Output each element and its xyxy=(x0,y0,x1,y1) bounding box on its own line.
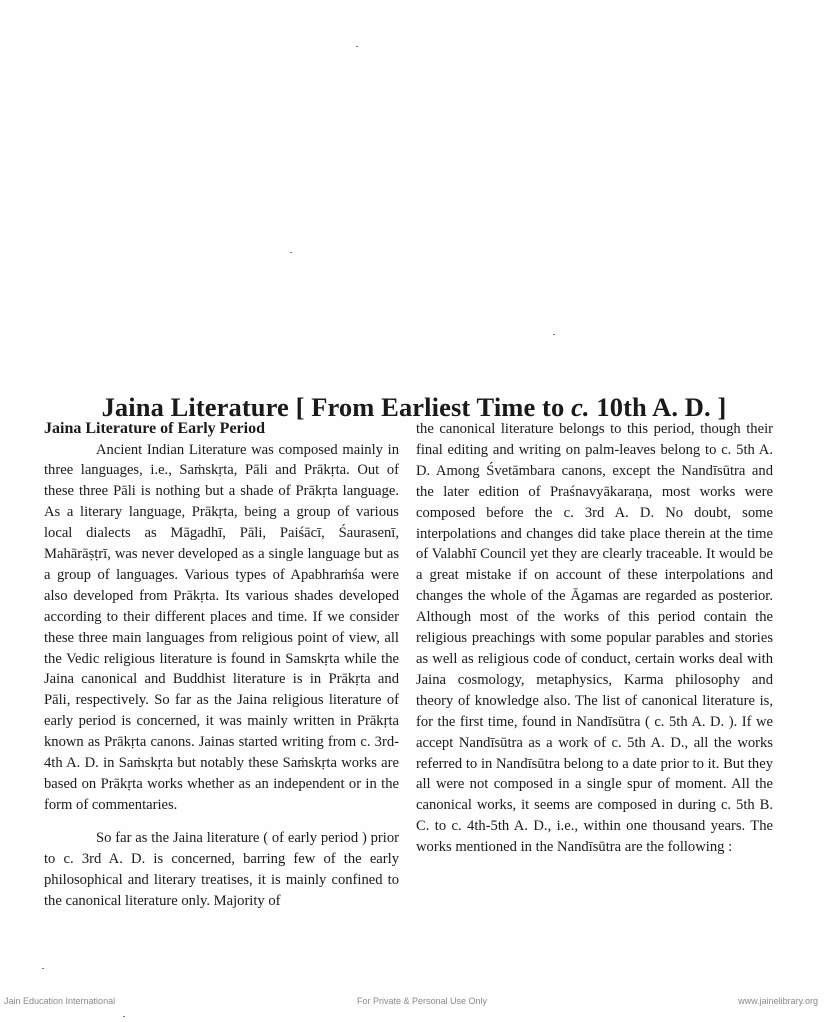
paragraph-2: So far as the Jaina literature ( of early period ) prior to c. 3rd A. D. is concerned, barring few of the early philosophical and literary treatises, it is mainly confined to the canonical literature only. Majority of xyxy=(44,829,399,909)
scan-speck xyxy=(356,46,358,47)
left-column xyxy=(44,419,399,911)
scan-speck xyxy=(123,1016,125,1017)
paragraph-1: Ancient Indian Literature was composed mainly in three languages, i.e., Saṁskṛta, Pāli and Prākṛta. Out of these three Pāli is nothing but a shade of Prākṛta language. As a literary language, Prākṛta, being a group of various local dialects as Māgadhī, Pāli, Paiśācī, Śaurasenī, Mahārāṣṭrī, was never developed as a single language but as a group of languages. Various types of Apabhraṁśa were also developed from Prākṛta. Its various shades developed according to their different places and time. If we consider these three main languages from religious point of view, all the Vedic religious literature is found in Samskṛta while the Jaina canonical and Buddhist literature is in Prākṛta and Pāli, respectively. So far as the Jaina religious literature of early period is concerned, it was mainly written in Prākṛta known as Prākṛta canons. Jainas started writing from c. 3rd-4th A. D. in Saṁskṛta but notably these Saṁskṛta works are based on Prākṛta works whether as an independent or in the form of commentaries. xyxy=(44,441,399,813)
page-title-part1: Jaina Literature [ From Earliest Time to xyxy=(101,391,572,422)
footer-right: www.jainelibrary.org xyxy=(738,996,818,1006)
paragraph-3: the canonical literature belongs to this period, though their final editing and writing on palm-leaves belong to c. 5th A. D. Among Śvetāmbara canons, except the Nandīsūtra and the later edition of Praśnavyākaraṇa, most works were composed before the c. 3rd A. D. No doubt, some interpolations and changes did take place therein at the time of Valabhī Council yet they are clearly traceable. It would be a great mistake if on account of these interpolations and changes the whole of the Āgamas are regarded as posterior. Although most of the works of this period contain the religious preachings with some popular parables and stories as well as religious code of conduct, certain works deal with Jaina cosmology, metaphysics, Karma philosophy and theory of knowledge also. The list of canonical literature is, for the first time, found in Nandīsūtra ( c. 5th A. D. ). If we accept Nandīsūtra as a work of c. 5th A. D., all the works referred to in Nandīsūtra belong to a date prior to it. But they all were not composed in a single spur of moment. All the canonical works, it seems are composed in during c. 5th B. C. to c. 4th-5th A. D., i.e., within one thousand years. The works mentioned in the Nandīsūtra are the following : xyxy=(416,421,773,856)
section-heading: Jaina Literature of Early Period xyxy=(44,420,265,437)
scan-speck xyxy=(553,334,555,335)
footer-center: For Private & Personal Use Only xyxy=(357,996,488,1006)
scan-speck xyxy=(290,252,292,253)
page-title-part2: 10th A. D. ] xyxy=(589,391,727,422)
footer-left: Jain Education International xyxy=(4,996,116,1006)
right-column xyxy=(416,419,773,858)
scan-speck xyxy=(42,968,44,969)
page-title-circa: c. xyxy=(571,391,590,422)
